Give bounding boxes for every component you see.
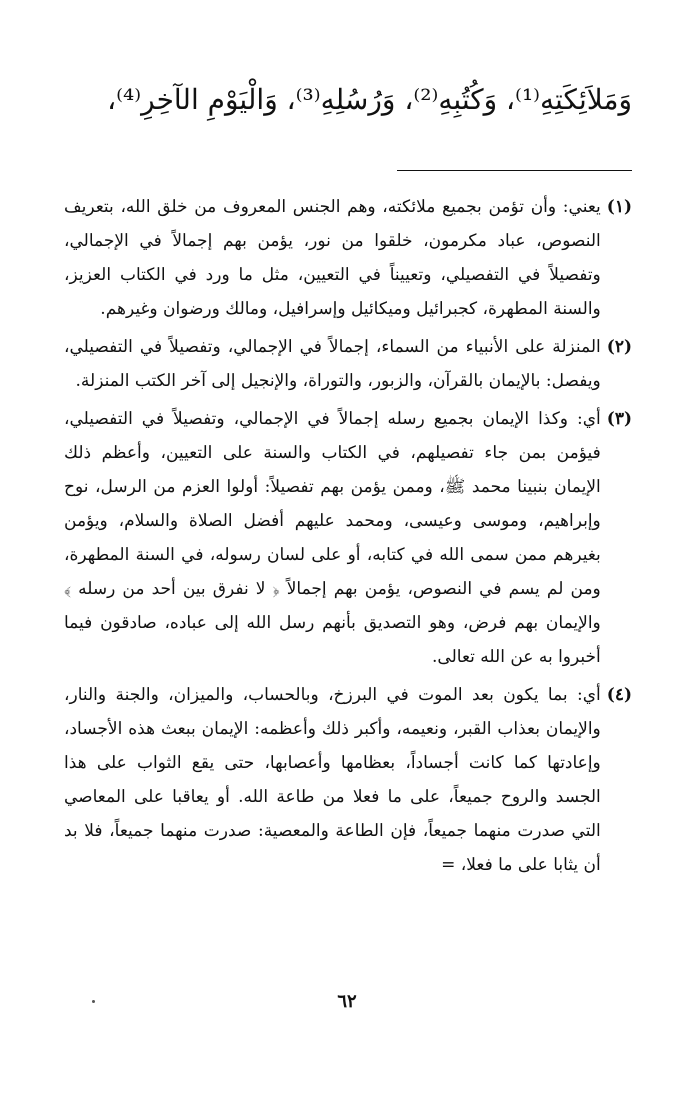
footnote-separator [397,170,632,171]
footnote-4 [64,678,632,882]
footnote-number: (٢) [606,337,632,357]
footnote-number: (٤) [606,685,632,705]
footnote-3 [64,402,632,674]
footnote-text: أي: بما يكون بعد الموت في البرزخ، وبالحساب، والميزان، والجنة والنار، والإيمان بعذاب القبر، ونعيمه، وأكبر ذلك وأعظمه: الإيمان ببعث هذه الأجساد، وإعادتها كما كانت أجساداً، بعظامها وأعصابها، حتى يقع الثواب على هذا الجسد والروح جميعاً، على ما فعلا من طاعة الله. أو يعاقبا على المعاصي التي صدرت منهما جميعاً، فإن الطاعة والمعصية: صدرت منهما جميعاً، فلا بد أن يثابا على ما فعلا، = [64,685,601,875]
footnote-text: المنزلة على الأنبياء من السماء، إجمالاً في الإجمالي، وتفصيلاً في التفصيلي، ويفصل: بالإيمان بالقرآن، والزبور، والتوراة، والإنجيل إلى آخر الكتب المنزلة. [64,337,601,391]
footnote-2 [64,330,632,398]
footnote-number: (٣) [606,409,632,429]
footnote-text: يعني: وأن تؤمن بجميع ملائكته، وهم الجنس المعروف من خلق الله، بتعريف النصوص، عباد مكرمون، خلقوا من نور، يؤمن بهم إجمالاً في الإجمالي، وتفصيلاً في التفصيلي، وتعييناً في التعيين، مثل ما ورد في الكتاب العزيز، والسنة المطهرة، كجبرائيل وميكائيل وإسرافيل، ومالك ورضوان وغيرهم. [64,197,601,319]
footnotes-section [64,190,632,886]
footnote-number: (١) [606,197,632,217]
footnote-text: أي: وكذا الإيمان بجميع رسله إجمالاً في الإجمالي، وتفصيلاً في التفصيلي، فيؤمن بمن جاء تفصيلهم، في الكتاب والسنة على التعيين، وأعظم ذلك الإيمان بنبينا محمد ﷺ، وممن يؤمن بهم تفصيلاً: أولوا العزم من الرسل، نوح وإبراهيم، وموسى وعيسى، ومحمد عليهم أفضل الصلاة والسلام، ويؤمن بغيرهم ممن سمى الله في كتابه، أو على لسان رسوله، في السنة المطهرة، ومن لم يسم في النصوص، يؤمن بهم إجمالاً ﴿ لا نفرق بين أحد من رسله ﴾ والإيمان بهم فرض، وهو التصديق بأنهم رسل الله إلى عباده، صادقون فيما أخبروا به عن الله تعالى. [64,409,601,667]
page-number: ٦٢ [337,991,357,1012]
main-text-line: وَمَلاَئِكَتِهِ⁽¹⁾، وَكُتُبِهِ⁽²⁾، وَرُسُلِهِ⁽³⁾، وَالْيَوْمِ الآخِرِ⁽⁴⁾، [107,83,632,116]
footnote-1 [64,190,632,326]
